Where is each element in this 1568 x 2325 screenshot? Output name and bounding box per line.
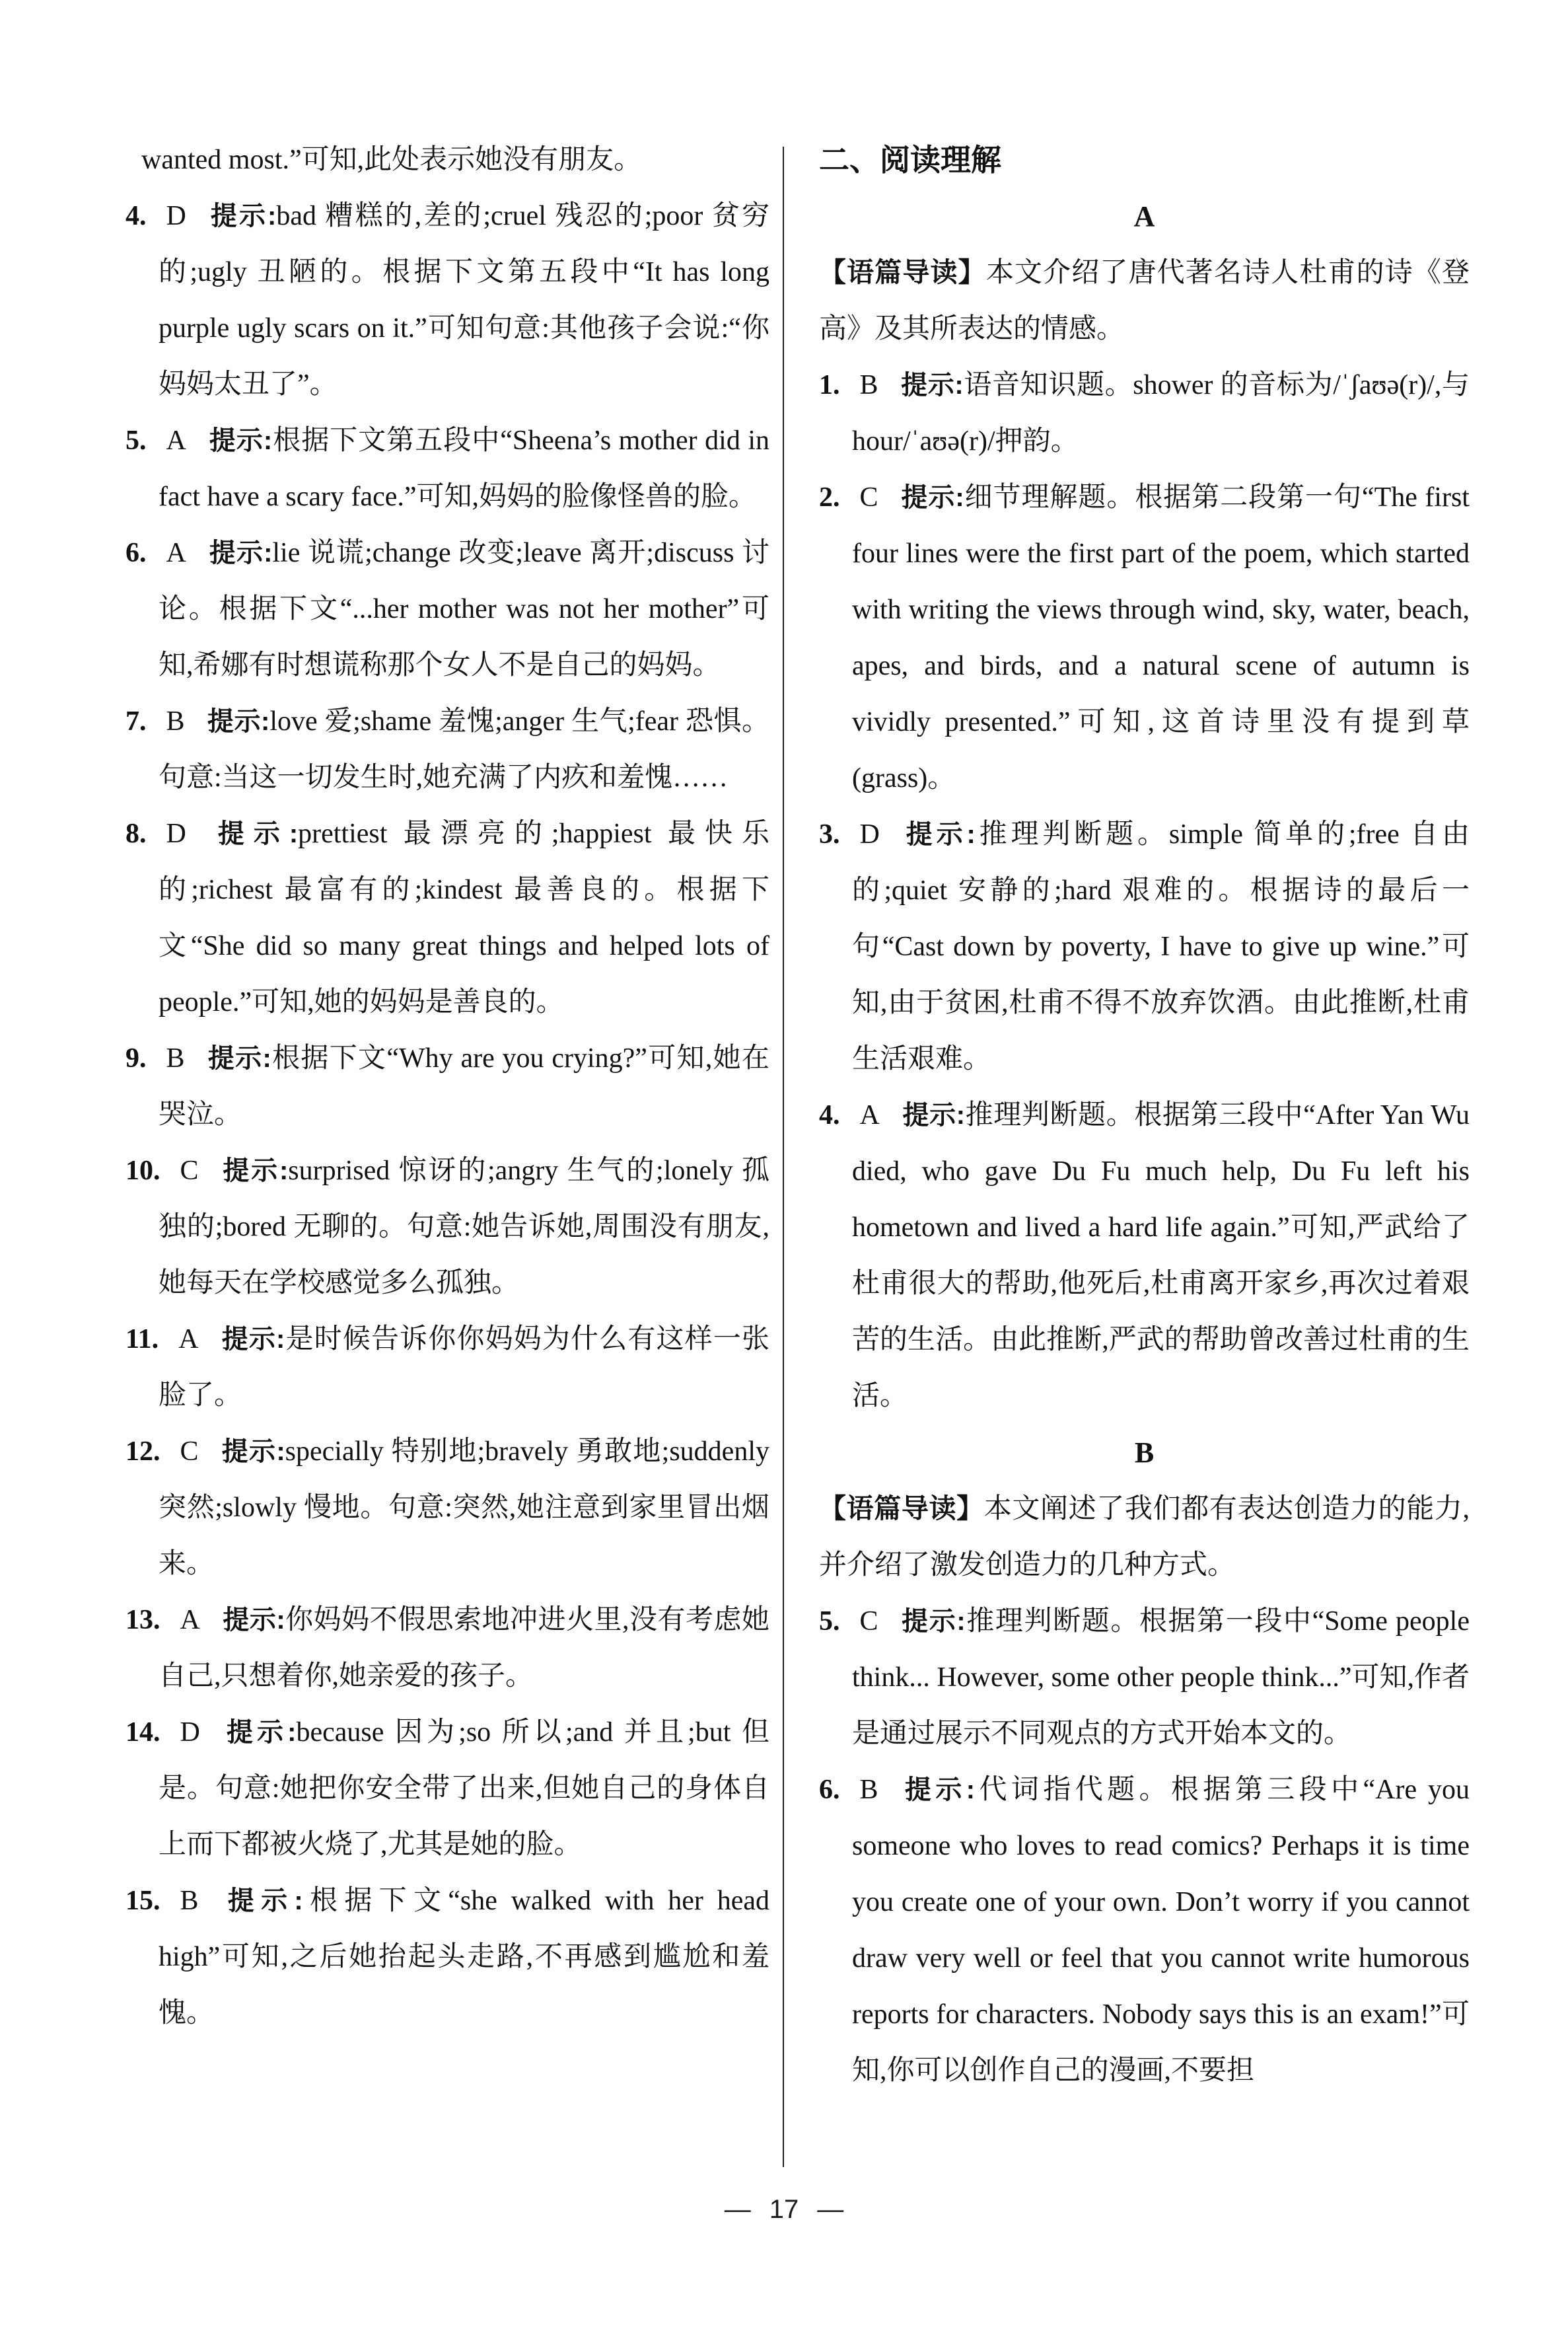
left-column — [125, 132, 769, 2042]
answer-letter: B — [180, 1886, 199, 1916]
answer-item-b5 — [819, 1594, 1470, 1762]
column-divider-rule — [783, 147, 784, 2167]
continuation-paragraph — [125, 132, 769, 188]
hint-label: 提示: — [221, 1437, 285, 1466]
hint-label: 提示: — [221, 1886, 303, 1915]
hint-text: 推理判断题。simple 简单的;free 自由的;quiet 安静的;hard 艰难的。根据诗的最后一句“Cast down by poverty, I have to give up wine.”可知,由于贫困,杜甫不得不放弃饮酒。由此推断,杜甫生活艰难。 — [852, 819, 1470, 1074]
item-number: 9. — [125, 1043, 147, 1074]
answer-letter: A — [166, 425, 186, 456]
answer-letter: D — [166, 201, 186, 231]
answer-letter: C — [180, 1436, 199, 1467]
answer-letter: A — [180, 1605, 200, 1635]
item-number: 4. — [125, 201, 147, 231]
hint-text: bad 糟糕的,差的;cruel 残忍的;poor 贫穷的;ugly 丑陋的。根据下文第五段中“It has long purple ugly scars on it.”可知句意:其他孩子会说:“你妈妈太丑了”。 — [159, 201, 769, 400]
item-number: 12. — [125, 1436, 160, 1467]
item-number: 6. — [125, 538, 147, 568]
hint-text: specially 特别地;bravely 勇敢地;suddenly 突然;slowly 慢地。句意:突然,她注意到家里冒出烟来。 — [159, 1436, 769, 1579]
answer-letter: A — [178, 1324, 199, 1354]
item-number: 10. — [125, 1156, 160, 1186]
intro-text: 本文阐述了我们都有表达创造力的能力,并介绍了激发创造力的几种方式。 — [819, 1494, 1470, 1580]
answer-item-b6 — [819, 1762, 1470, 2099]
passage-b-intro — [819, 1481, 1470, 1594]
answer-letter: B — [166, 706, 185, 737]
hint-label: 提示: — [207, 1044, 271, 1073]
hint-text: surprised 惊讶的;angry 生气的;lonely 孤独的;bored 无聊的。句意:她告诉她,周围没有朋友,她每天在学校感觉多么孤独。 — [159, 1156, 770, 1298]
item-number: 14. — [125, 1717, 160, 1748]
answer-letter: A — [166, 538, 186, 568]
answer-item-7 — [125, 694, 769, 806]
answer-item-12 — [125, 1424, 769, 1592]
answer-item-a4 — [819, 1088, 1470, 1424]
hint-text: 是时候告诉你你妈妈为什么有这样一张脸了。 — [159, 1324, 769, 1411]
hint-text: 根据下文“she walked with her head high”可知,之后她抬起头走路,不再感到尴尬和羞愧。 — [159, 1886, 769, 2028]
hint-label: 提示: — [221, 1156, 289, 1185]
hint-label: 提示: — [222, 1605, 285, 1635]
hint-label: 提示: — [208, 538, 273, 568]
hint-label: 提示: — [900, 483, 964, 512]
item-number: 15. — [125, 1886, 160, 1916]
hint-label: 提示: — [902, 820, 976, 849]
answer-item-13 — [125, 1592, 769, 1705]
item-number: 3. — [819, 819, 840, 850]
answer-item-a1 — [819, 357, 1470, 470]
footer-dash-left: — — [724, 2195, 751, 2224]
answer-letter: B — [166, 1043, 185, 1074]
item-number: 1. — [819, 370, 840, 400]
item-number: 5. — [125, 425, 147, 456]
item-number: 6. — [819, 1775, 840, 1805]
item-number: 4. — [819, 1100, 840, 1130]
answer-letter: D — [166, 819, 186, 849]
item-number: 2. — [819, 482, 840, 513]
answer-item-11 — [125, 1311, 769, 1424]
answer-letter: D — [180, 1717, 200, 1748]
answer-item-5 — [125, 413, 769, 525]
answer-letter: B — [859, 1775, 878, 1805]
answer-item-10 — [125, 1143, 769, 1311]
hint-text: 语音知识题。shower 的音标为/ˈʃaʊə(r)/,与 hour/ˈaʊə(r)/押韵。 — [852, 370, 1470, 457]
hint-text: 你妈妈不假思索地冲进火里,没有考虑她自己,只想着你,她亲爱的孩子。 — [159, 1605, 769, 1691]
hint-label: 提示: — [208, 819, 299, 848]
right-column — [819, 132, 1470, 2099]
hint-label: 提示: — [207, 707, 270, 736]
answer-letter: C — [859, 1606, 878, 1637]
hint-label: 提示: — [221, 1325, 285, 1354]
hint-label: 提示: — [902, 1101, 966, 1130]
hint-text: 代词指代题。根据第三段中“Are you someone who loves to read comics? Perhaps it is time you create one of your own. Don’t worry if you cannot draw very well or feel that you cannot write humorous reports for characters. Nobody says this is an exam!”可知,你可以创作自己的漫画,不要担 — [852, 1775, 1470, 2086]
hint-text: 根据下文第五段中“Sheena’s mother did in fact have a scary face.”可知,妈妈的脸像怪兽的脸。 — [159, 425, 769, 512]
answer-item-15 — [125, 1873, 769, 2042]
hint-text: 细节理解题。根据第二段第一句“The first four lines were the first part of the poem, which started with writing the views through wind, sky, water, beach, apes, and birds, and a natural scene of autumn is vividly presented.”可知,这首诗里没有提到草(grass)。 — [852, 482, 1470, 793]
intro-text: 本文介绍了唐代著名诗人杜甫的诗《登高》及其所表达的情感。 — [819, 258, 1470, 344]
item-number: 11. — [125, 1324, 159, 1354]
passage-a-letter: A — [1133, 200, 1155, 233]
hint-text: because 因为;so 所以;and 并且;but 但是。句意:她把你安全带了出来,但她自己的身体自上而下都被火烧了,尤其是她的脸。 — [159, 1717, 769, 1860]
item-number: 13. — [125, 1605, 160, 1635]
hint-text: love 爱;shame 羞愧;anger 生气;fear 恐惧。句意:当这一切发生时,她充满了内疚和羞愧…… — [159, 706, 769, 793]
answer-item-a2 — [819, 470, 1470, 807]
page-number: 17 — [769, 2195, 799, 2224]
hint-text: 推理判断题。根据第一段中“Some people think... However, some other people think...”可知,作者是通过展示不同观点的方式开始本文的。 — [852, 1606, 1470, 1749]
section-heading-reading-comprehension: 二、阅读理解 — [819, 143, 1001, 177]
hint-text: 推理判断题。根据第三段中“After Yan Wu died, who gave Du Fu much help, Du Fu left his hometown and lived a hard life again.”可知,严武给了杜甫很大的帮助,他死后,杜甫离开家乡,再次过着艰苦的生活。由此推断,严武的帮助曾改善过杜甫的生活。 — [852, 1100, 1470, 1411]
page-footer — [0, 2195, 1568, 2225]
hint-text: lie 说谎;change 改变;leave 离开;discuss 讨论。根据下文“...her mother was not her mother”可知,希娜有时想谎称那个女人不是自己的妈妈。 — [159, 538, 769, 681]
item-number: 7. — [125, 706, 147, 737]
answer-item-4 — [125, 188, 769, 413]
answer-letter: A — [859, 1100, 880, 1130]
answer-letter: B — [859, 370, 878, 400]
footer-dash-right: — — [817, 2195, 844, 2224]
answer-letter: C — [180, 1156, 199, 1186]
hint-text: 根据下文“Why are you crying?”可知,她在哭泣。 — [159, 1043, 769, 1130]
answer-item-14 — [125, 1705, 769, 1873]
item-number: 8. — [125, 819, 147, 849]
passage-a-intro — [819, 244, 1470, 357]
answer-letter: D — [859, 819, 880, 850]
intro-label: 【语篇导读】 — [819, 1493, 984, 1524]
answer-item-a3 — [819, 807, 1470, 1088]
passage-b-letter: B — [1134, 1436, 1155, 1469]
hint-label: 提示: — [222, 1718, 297, 1747]
answer-letter: C — [859, 482, 878, 513]
continuation-text: wanted most.”可知,此处表示她没有朋友。 — [141, 145, 642, 175]
hint-label: 提示: — [208, 426, 273, 455]
answer-item-6 — [125, 525, 769, 694]
hint-text: prettiest 最漂亮的;happiest 最快乐的;richest 最富有的;kindest 最善良的。根据下文“She did so many great things and helped lots of people.”可知,她的妈妈是善良的。 — [159, 819, 769, 1017]
hint-label: 提示: — [900, 1775, 976, 1804]
item-number: 5. — [819, 1606, 840, 1637]
hint-label: 提示: — [900, 371, 964, 400]
answer-item-8 — [125, 806, 769, 1031]
intro-label: 【语篇导读】 — [819, 257, 986, 287]
hint-label: 提示: — [900, 1607, 966, 1636]
hint-label: 提示: — [208, 202, 277, 231]
answer-item-9 — [125, 1031, 769, 1143]
